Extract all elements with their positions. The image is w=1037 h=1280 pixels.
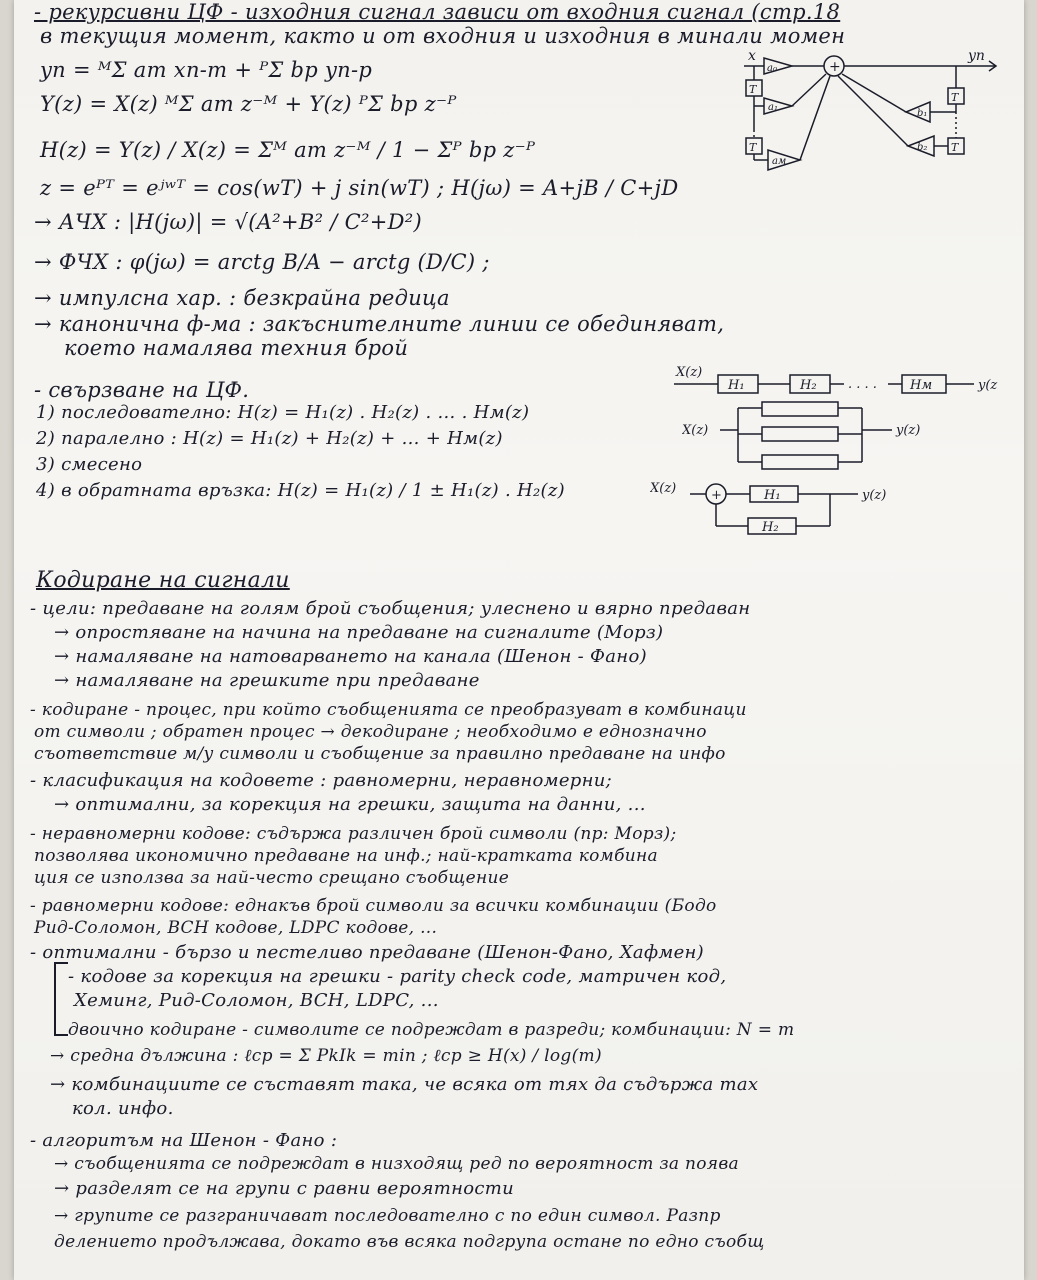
recursive-input-label: x	[748, 48, 756, 64]
parallel-output-label: y(z)	[896, 423, 921, 438]
delay-label: T	[749, 141, 757, 154]
line-text: делението продължава, докато във всяка подгрупа остане по едно съобщ	[54, 1232, 765, 1252]
feedback-block-2: H₂	[762, 520, 779, 535]
line-text: → намаляване на натоварването на канала (Шенон - Фано)	[54, 646, 647, 667]
series-block-m: Hм	[910, 378, 933, 393]
coef-am-label: aм	[772, 156, 787, 167]
line-text: - цели: предаване на голям брой съобщения; улеснено и вярно предаван	[30, 598, 751, 619]
line-mixed: 3) смесено	[36, 454, 143, 475]
recursive-output-label: yn	[968, 48, 985, 64]
feedback-block-1: H₁	[764, 488, 781, 503]
series-block-2: H₂	[800, 378, 817, 393]
recursive-filter-diagram	[734, 46, 1004, 181]
formula-feedback: 4) в обратната връзка: H(z) = H₁(z) / 1 ± H₁(z) . H₂(z)	[36, 480, 565, 501]
series-block-1: H₁	[728, 378, 745, 393]
bracket-mark	[54, 962, 68, 1036]
line-text: - оптимални - бързо и пестеливо предаване (Шенон-Фано, Хафмен)	[30, 942, 705, 963]
feedback-input-label: X(z)	[650, 481, 677, 496]
formula-series: 1) последователно: H(z) = H₁(z) . H₂(z) . ... . Hм(z)	[36, 402, 530, 423]
formula-average-length: → средна дължина : ℓср = Σ PkIk = min ; ℓср ≥ H(x) / log(m)	[50, 1046, 602, 1066]
delay-label: T	[749, 83, 757, 96]
coef-a0-label: a₀	[767, 63, 777, 74]
line-text: позволява икономично предаване на инф.; най-кратката комбина	[34, 846, 658, 866]
line-recursive-filters: - рекурсивни ЦФ - изходния сигнал зависи от входния сигнал (стр.18	[34, 0, 841, 24]
line-text: от символи ; обратен процес → декодиране ; необходимо е еднозначно	[34, 722, 707, 742]
line-text: → оптимални, за корекция на грешки, защита на данни, ...	[54, 794, 646, 815]
coef-b2-label: b₂	[917, 142, 928, 153]
feedback-adder-symbol: +	[711, 488, 722, 503]
coef-b1-label: b₁	[917, 108, 928, 119]
line-section-connection: - свързване на ЦФ.	[34, 378, 250, 402]
series-input-label: X(z)	[676, 365, 703, 380]
line-text: - кодове за корекция на грешки - parity check code, матричен код,	[68, 966, 727, 987]
parallel-connection-diagram	[682, 400, 982, 472]
series-output-label: y(z	[978, 378, 998, 393]
line-text: в текущия момент, както и от входния и изходния в минали момен	[40, 24, 846, 48]
line-text: → групите се разграничават последователно с по един символ. Разпр	[54, 1206, 721, 1226]
feedback-connection-diagram	[650, 478, 910, 542]
line-text: → намаляване на грешките при предаване	[54, 670, 480, 691]
line-text: - алгоритъм на Шенон - Фано :	[30, 1130, 338, 1151]
line-text: съответствие м/у символи и съобщение за правилно предаване на инфо	[34, 744, 726, 764]
formula-z-transform: Y(z) = X(z) ᴹΣ am z⁻ᴹ + Y(z) ᴾΣ bp z⁻ᴾ	[40, 92, 457, 116]
formula-amplitude-response: → АЧХ : |H(jω)| = √(A²+B² / C²+D²)	[34, 210, 422, 234]
line-text: Хеминг, Рид-Соломон, BCH, LDPC, ...	[74, 990, 439, 1011]
feedback-output-label: y(z)	[862, 488, 887, 503]
line-text: кол. инфо.	[72, 1098, 174, 1119]
line-text: → комбинациите се съставят така, че всяка от тях да съдържа max	[50, 1074, 759, 1095]
line-text: → канонична ф-ма : закъснителните линии се обединяват,	[34, 312, 725, 336]
line-text: → импулсна хар. : безкрайна редица	[34, 286, 450, 310]
formula-transfer-function: H(z) = Y(z) / X(z) = Σᴹ am z⁻ᴹ / 1 − Σᴾ bp z⁻ᴾ	[40, 138, 536, 162]
series-dots: . . . .	[848, 377, 877, 392]
delay-label: T	[951, 141, 959, 154]
series-connection-diagram	[674, 362, 1014, 402]
formula-difference-equation: yn = ᴹΣ am xn-m + ᴾΣ bp yn-p	[40, 58, 373, 82]
line-text: → съобщенията се подреждат в низходящ ред по вероятност за поява	[54, 1154, 739, 1174]
coef-a1-label: a₁	[768, 102, 778, 113]
line-text: → опростяване на начина на предаване на сигналите (Морз)	[54, 622, 664, 643]
notebook-page	[14, 0, 1024, 1280]
line-text: Рид-Соломон, BCH кодове, LDPC кодове, ...	[34, 918, 438, 938]
formula-parallel: 2) паралелно : H(z) = H₁(z) + H₂(z) + ... + Hм(z)	[36, 428, 503, 449]
adder-symbol: +	[829, 59, 841, 75]
line-text: което намалява техния брой	[64, 336, 409, 360]
formula-z-definition: z = eᴾᵀ = eʲʷᵀ = cos(wT) + j sin(wT) ; H(jω) = A+jB / C+jD	[40, 176, 679, 200]
line-text: - неравномерни кодове: съдържа различен брой символи (пр: Морз);	[30, 824, 677, 844]
delay-label: T	[951, 91, 959, 104]
line-text: → разделят се на групи с равни вероятности	[54, 1178, 515, 1199]
line-text: - кодиране - процес, при който съобщенията се преобразуват в комбинаци	[30, 700, 747, 720]
formula-phase-response: → ФЧХ : φ(jω) = arctg B/A − arctg (D/C) ;	[34, 250, 490, 274]
line-text: двоично кодиране - символите се подреждат в разреди; комбинации: N = m	[68, 1020, 795, 1040]
line-text: - равномерни кодове: еднакъв брой символи за всички комбинации (Бодо	[30, 896, 717, 916]
section-title-signal-coding: Кодиране на сигнали	[36, 568, 290, 593]
line-text: ция се използва за най-често срещано съобщение	[34, 868, 510, 888]
line-text: - класификация на кодовете : равномерни, неравномерни;	[30, 770, 613, 791]
parallel-input-label: X(z)	[682, 423, 709, 438]
